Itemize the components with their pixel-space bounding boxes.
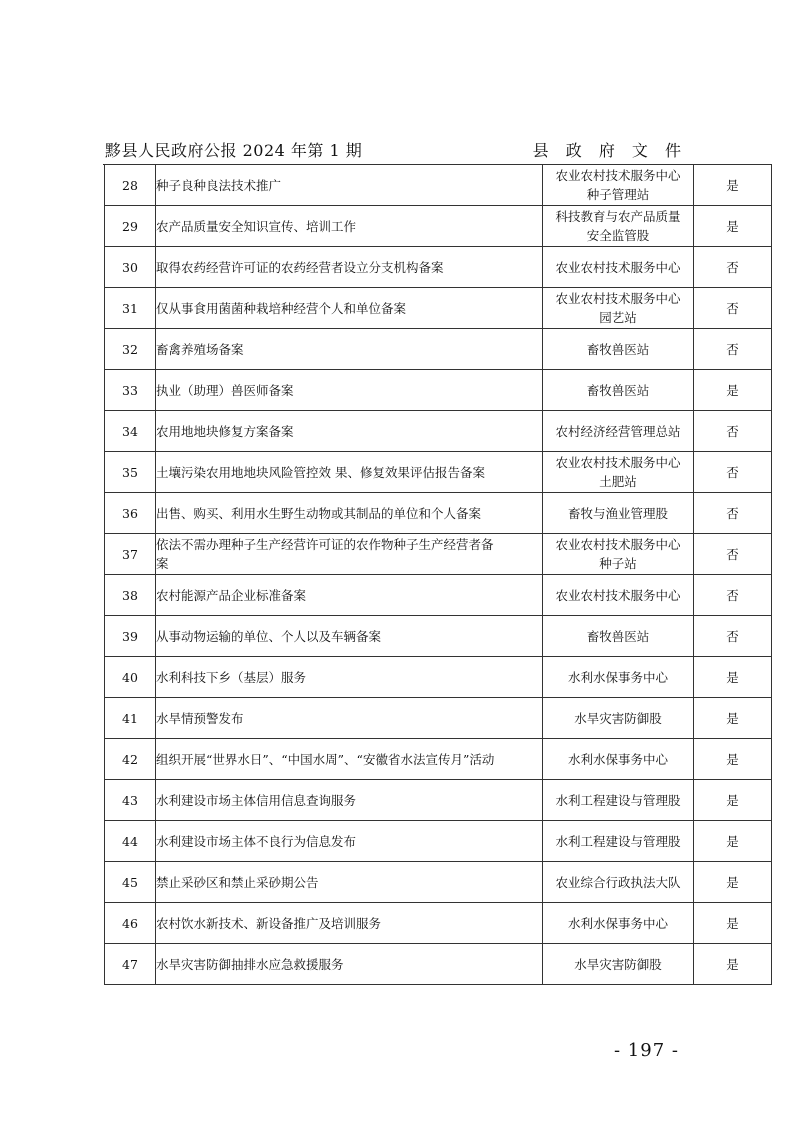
service-item-text: 水利建设市场主体不良行为信息发布: [156, 833, 357, 849]
row-number: 40: [105, 657, 156, 698]
department-cell: [543, 247, 694, 288]
department-text: 农业农村技术服务中心: [555, 291, 681, 306]
row-number: 28: [105, 165, 156, 206]
row-number: 39: [105, 616, 156, 657]
yes-no-cell: 是: [694, 698, 772, 739]
department-cell: [543, 698, 694, 739]
department-text: 畜牧兽医站: [586, 628, 650, 644]
department-cell: [543, 821, 694, 862]
row-number: 36: [105, 493, 156, 534]
department-text: 畜牧兽医站: [586, 341, 650, 357]
department-cell: [543, 534, 694, 575]
table-row: [105, 616, 772, 657]
service-item-text: 水旱情预警发布: [156, 710, 244, 726]
department-text: 水旱灾害防御股: [574, 956, 662, 972]
table-row: [105, 165, 772, 206]
department-cell: [543, 206, 694, 247]
department-cell: [543, 575, 694, 616]
service-item-text: 农村饮水新技术、新设备推广及培训服务: [156, 915, 382, 931]
yes-no-cell: 否: [694, 288, 772, 329]
yes-no-cell: 是: [694, 821, 772, 862]
row-number: 41: [105, 698, 156, 739]
row-number: 34: [105, 411, 156, 452]
department-text: 种子站: [599, 556, 637, 571]
yes-no-cell: 否: [694, 452, 772, 493]
service-item-text: 执业（助理）兽医师备案: [156, 382, 294, 398]
yes-no-cell: 是: [694, 370, 772, 411]
table-row: [105, 780, 772, 821]
table-row: [105, 247, 772, 288]
service-item-cell: [156, 534, 543, 575]
table-row: [105, 944, 772, 985]
service-item-cell: [156, 575, 543, 616]
service-item-text: 出售、购买、利用水生野生动物或其制品的单位和个人备案: [156, 505, 482, 521]
yes-no-cell: 是: [694, 165, 772, 206]
service-item-text: 水利科技下乡（基层）服务: [156, 669, 307, 685]
service-item-cell: [156, 206, 543, 247]
service-item-cell: [156, 780, 543, 821]
yes-no-cell: 否: [694, 411, 772, 452]
service-item-cell: [156, 452, 543, 493]
department-text: 农村经济经营管理总站: [555, 423, 681, 439]
yes-no-cell: 是: [694, 739, 772, 780]
service-item-cell: [156, 698, 543, 739]
department-text: 畜牧兽医站: [586, 382, 650, 398]
table-row: [105, 411, 772, 452]
department-text: 水旱灾害防御股: [574, 710, 662, 726]
table-row: [105, 452, 772, 493]
service-item-cell: [156, 411, 543, 452]
table-row: [105, 862, 772, 903]
table-row: [105, 821, 772, 862]
table-row: [105, 575, 772, 616]
table-row: [105, 206, 772, 247]
department-text: 农业农村技术服务中心: [555, 587, 681, 603]
yes-no-cell: 是: [694, 657, 772, 698]
department-cell: [543, 862, 694, 903]
department-cell: [543, 780, 694, 821]
service-item-text: 农用地地块修复方案备案: [156, 423, 294, 439]
yes-no-cell: 否: [694, 575, 772, 616]
department-text: 安全监管股: [586, 228, 650, 243]
department-text: 农业农村技术服务中心: [555, 168, 681, 183]
row-number: 30: [105, 247, 156, 288]
service-item-text: 农村能源产品企业标准备案: [156, 587, 307, 603]
table-row: [105, 370, 772, 411]
row-number: 44: [105, 821, 156, 862]
table-row: [105, 657, 772, 698]
department-text: 农业农村技术服务中心: [555, 455, 681, 470]
department-text: 土肥站: [599, 474, 637, 489]
service-item-text: 组织开展“世界水日”、“中国水周”、“安徽省水法宣传月”活动: [156, 751, 495, 767]
table-row: [105, 493, 772, 534]
yes-no-cell: 否: [694, 616, 772, 657]
row-number: 45: [105, 862, 156, 903]
service-list-table: [104, 164, 772, 985]
department-cell: [543, 165, 694, 206]
service-item-cell: [156, 329, 543, 370]
service-item-text: 取得农药经营许可证的农药经营者设立分支机构备案: [156, 259, 444, 275]
department-cell: [543, 739, 694, 780]
service-item-cell: [156, 288, 543, 329]
department-cell: [543, 370, 694, 411]
service-item-text: 土壤污染农用地地块风险管控效 果、修复效果评估报告备案: [156, 464, 485, 480]
service-item-text: 农产品质量安全知识宣传、培训工作: [156, 218, 357, 234]
service-item-text: 水旱灾害防御抽排水应急救援服务: [156, 956, 344, 972]
row-number: 29: [105, 206, 156, 247]
table-row: [105, 739, 772, 780]
table-row: [105, 534, 772, 575]
department-cell: [543, 493, 694, 534]
service-item-cell: [156, 862, 543, 903]
service-item-text: 案: [156, 556, 169, 571]
table-row: [105, 903, 772, 944]
service-item-text: 仅从事食用菌菌种栽培种经营个人和单位备案: [156, 300, 407, 316]
department-cell: [543, 616, 694, 657]
row-number: 32: [105, 329, 156, 370]
row-number: 43: [105, 780, 156, 821]
table-row: [105, 288, 772, 329]
gazette-title: 黟县人民政府公报 2024 年第 1 期: [105, 141, 363, 160]
service-item-cell: [156, 657, 543, 698]
department-cell: [543, 944, 694, 985]
yes-no-cell: 否: [694, 493, 772, 534]
department-cell: [543, 288, 694, 329]
row-number: 37: [105, 534, 156, 575]
service-item-cell: [156, 165, 543, 206]
running-header: [103, 138, 689, 165]
yes-no-cell: 是: [694, 862, 772, 903]
service-item-text: 禁止采砂区和禁止采砂期公告: [156, 874, 319, 890]
row-number: 33: [105, 370, 156, 411]
table-row: [105, 329, 772, 370]
department-cell: [543, 411, 694, 452]
yes-no-cell: 否: [694, 534, 772, 575]
department-cell: [543, 452, 694, 493]
department-text: 水利工程建设与管理股: [555, 833, 681, 849]
row-number: 47: [105, 944, 156, 985]
service-item-text: 水利建设市场主体信用信息查询服务: [156, 792, 357, 808]
service-item-cell: [156, 739, 543, 780]
table-row: [105, 698, 772, 739]
section-title: 县 政 府 文 件: [532, 141, 687, 160]
department-text: 农业综合行政执法大队: [555, 874, 681, 890]
yes-no-cell: 是: [694, 206, 772, 247]
department-text: 水利水保事务中心: [567, 915, 668, 931]
service-item-cell: [156, 247, 543, 288]
table-body: [105, 165, 772, 985]
service-item-text: 畜禽养殖场备案: [156, 341, 244, 357]
department-text: 农业农村技术服务中心: [555, 259, 681, 275]
service-item-cell: [156, 821, 543, 862]
service-item-text: 种子良种良法技术推广: [156, 177, 282, 193]
service-item-cell: [156, 944, 543, 985]
service-item-text: 从事动物运输的单位、个人以及车辆备案: [156, 628, 382, 644]
yes-no-cell: 是: [694, 944, 772, 985]
row-number: 38: [105, 575, 156, 616]
department-cell: [543, 903, 694, 944]
department-text: 农业农村技术服务中心: [555, 537, 681, 552]
yes-no-cell: 否: [694, 247, 772, 288]
yes-no-cell: 是: [694, 903, 772, 944]
department-text: 畜牧与渔业管理股: [567, 505, 668, 521]
department-cell: [543, 657, 694, 698]
department-text: 种子管理站: [586, 187, 650, 202]
department-text: 水利工程建设与管理股: [555, 792, 681, 808]
department-text: 科技教育与农产品质量: [555, 209, 681, 224]
department-text: 水利水保事务中心: [567, 669, 668, 685]
row-number: 31: [105, 288, 156, 329]
department-text: 水利水保事务中心: [567, 751, 668, 767]
service-item-cell: [156, 493, 543, 534]
service-item-cell: [156, 903, 543, 944]
service-item-text: 依法不需办理种子生产经营许可证的农作物种子生产经营者备: [156, 537, 494, 552]
department-cell: [543, 329, 694, 370]
row-number: 46: [105, 903, 156, 944]
department-text: 园艺站: [599, 310, 637, 325]
row-number: 35: [105, 452, 156, 493]
service-item-cell: [156, 370, 543, 411]
yes-no-cell: 否: [694, 329, 772, 370]
yes-no-cell: 是: [694, 780, 772, 821]
service-item-cell: [156, 616, 543, 657]
row-number: 42: [105, 739, 156, 780]
page-number: - 197 -: [614, 1040, 679, 1061]
